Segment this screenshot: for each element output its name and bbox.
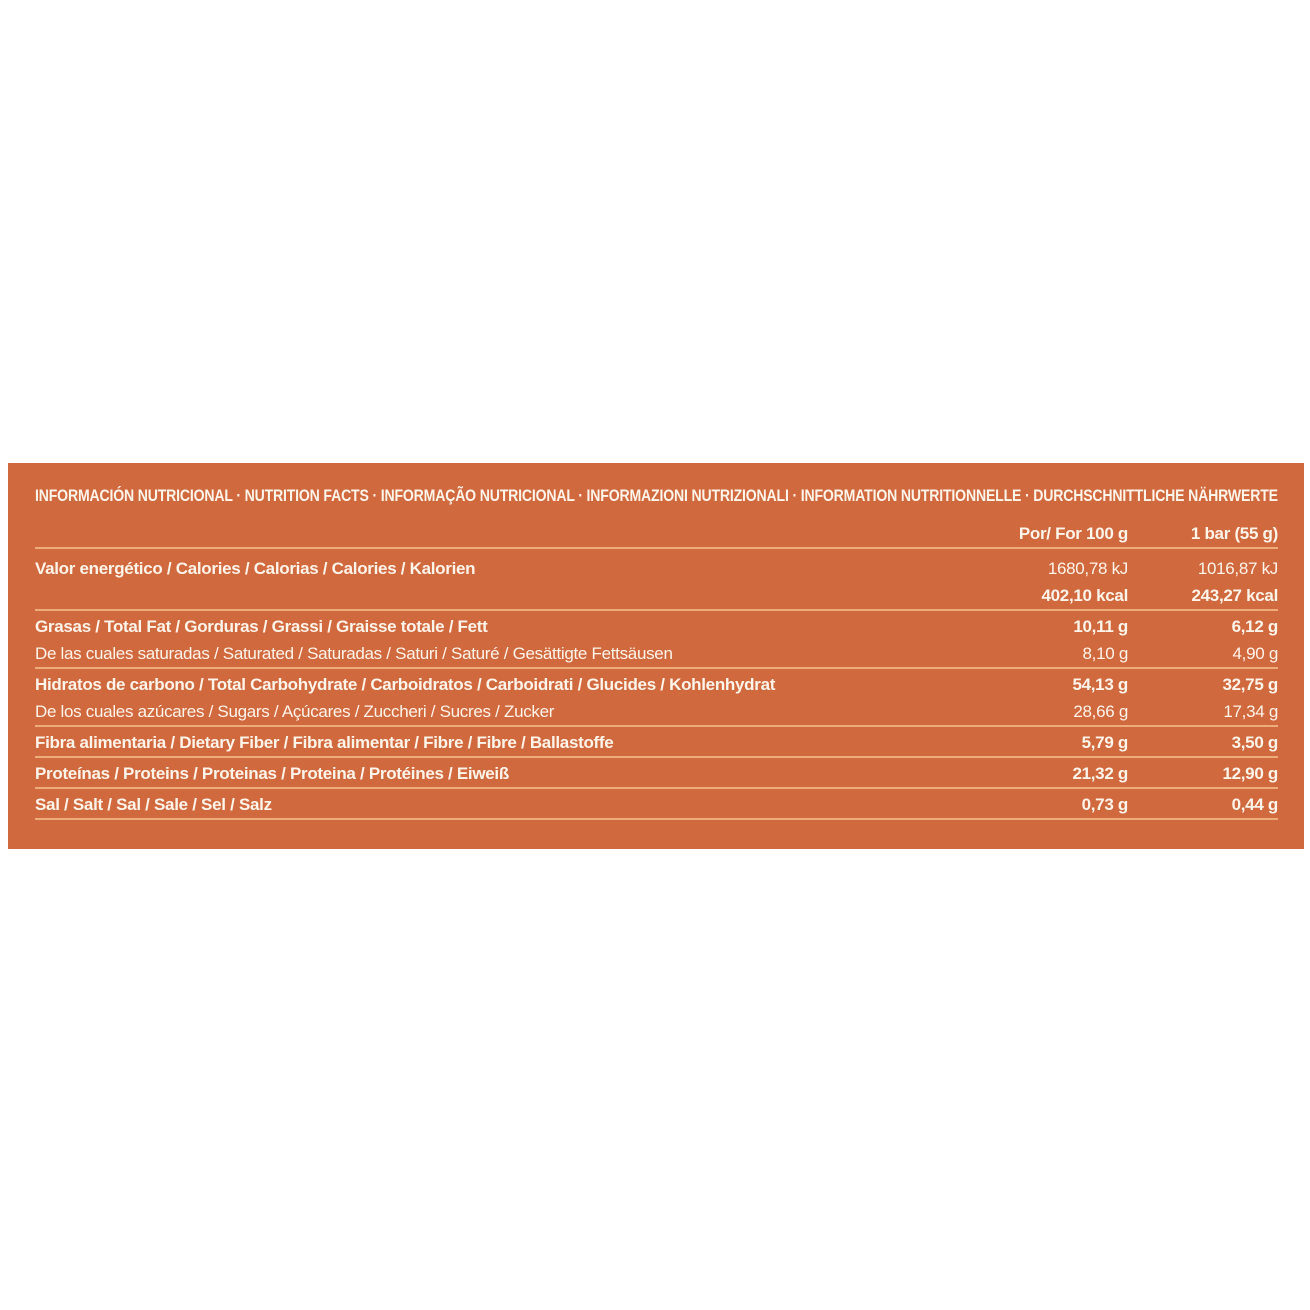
value-per-bar: 4,90 g <box>1232 644 1278 663</box>
nutrient-row-carbohydrate <box>35 671 1278 698</box>
value-per-100g: 10,11 g <box>1073 617 1128 636</box>
column-header-per-100g: Por/ For 100 g <box>1018 524 1128 543</box>
value-per-bar: 6,12 g <box>1231 617 1278 636</box>
protein-section <box>35 758 1278 787</box>
nutrient-label: Hidratos de carbono / Total Carbohydrate / Carboidratos / Carboidrati / Glucides / Kohlenhydrat <box>35 675 776 694</box>
energy-row-kcal <box>35 582 1278 609</box>
energy-kcal-per-bar: 243,27 kcal <box>1191 586 1278 605</box>
nutrient-row-fiber <box>35 729 1278 756</box>
fat-section <box>35 611 1278 667</box>
nutrition-facts-panel <box>8 463 1304 849</box>
nutrient-row-salt <box>35 791 1278 818</box>
value-per-bar: 32,75 g <box>1222 675 1278 694</box>
value-per-100g: 5,79 g <box>1081 733 1128 752</box>
nutrient-label: Grasas / Total Fat / Gorduras / Grassi / Graisse totale / Fett <box>35 617 488 636</box>
nutrient-row-sugars <box>35 698 1278 725</box>
nutrient-label: Fibra alimentaria / Dietary Fiber / Fibra alimentar / Fibre / Fibre / Ballastoffe <box>35 733 614 752</box>
carbohydrate-section <box>35 669 1278 725</box>
column-header-spacer <box>35 521 968 547</box>
value-per-100g: 54,13 g <box>1072 675 1128 694</box>
nutrient-label: De las cuales saturadas / Saturated / Saturadas / Saturi / Saturé / Gesättigte Fettsäusen <box>35 644 673 663</box>
nutrient-row-saturated-fat <box>35 640 1278 667</box>
column-header-per-bar: 1 bar (55 g) <box>1190 524 1278 543</box>
nutrient-row-protein <box>35 760 1278 787</box>
value-per-bar: 0,44 g <box>1231 795 1278 814</box>
nutrient-label: Proteínas / Proteins / Proteinas / Proteina / Protéines / Eiweiß <box>35 764 509 783</box>
panel-title: INFORMACIÓN NUTRICIONAL · NUTRITION FACTS · INFORMAÇÃO NUTRICIONAL · INFORMAZIONI NUTRIZIONALI · INFORMATION NUTRITIONNELLE · DURCHSCHNITTLICHE NÄHRWERTE <box>35 486 1278 505</box>
nutrient-label: De los cuales azúcares / Sugars / Açúcares / Zuccheri / Sucres / Zucker <box>35 702 555 721</box>
salt-section <box>35 789 1278 818</box>
value-per-100g: 28,66 g <box>1073 702 1128 721</box>
fiber-section <box>35 727 1278 756</box>
value-per-bar: 3,50 g <box>1231 733 1278 752</box>
nutrient-row-fat <box>35 613 1278 640</box>
energy-row-kj <box>35 555 1278 582</box>
column-header-row <box>35 521 1278 547</box>
value-per-100g: 0,73 g <box>1081 795 1128 814</box>
nutrient-label: Sal / Salt / Sal / Sale / Sel / Salz <box>35 795 272 814</box>
energy-kj-per-100g: 1680,78 kJ <box>1047 559 1128 578</box>
energy-kj-per-bar: 1016,87 kJ <box>1197 559 1278 578</box>
value-per-bar: 17,34 g <box>1223 702 1278 721</box>
value-per-bar: 12,90 g <box>1222 764 1278 783</box>
energy-section <box>35 549 1278 609</box>
value-per-100g: 8,10 g <box>1082 644 1128 663</box>
energy-kcal-per-100g: 402,10 kcal <box>1041 586 1128 605</box>
energy-label: Valor energético / Calories / Calorias / Calories / Kalorien <box>35 559 476 578</box>
divider <box>35 818 1278 820</box>
value-per-100g: 21,32 g <box>1072 764 1128 783</box>
energy-kcal-spacer <box>35 582 968 609</box>
